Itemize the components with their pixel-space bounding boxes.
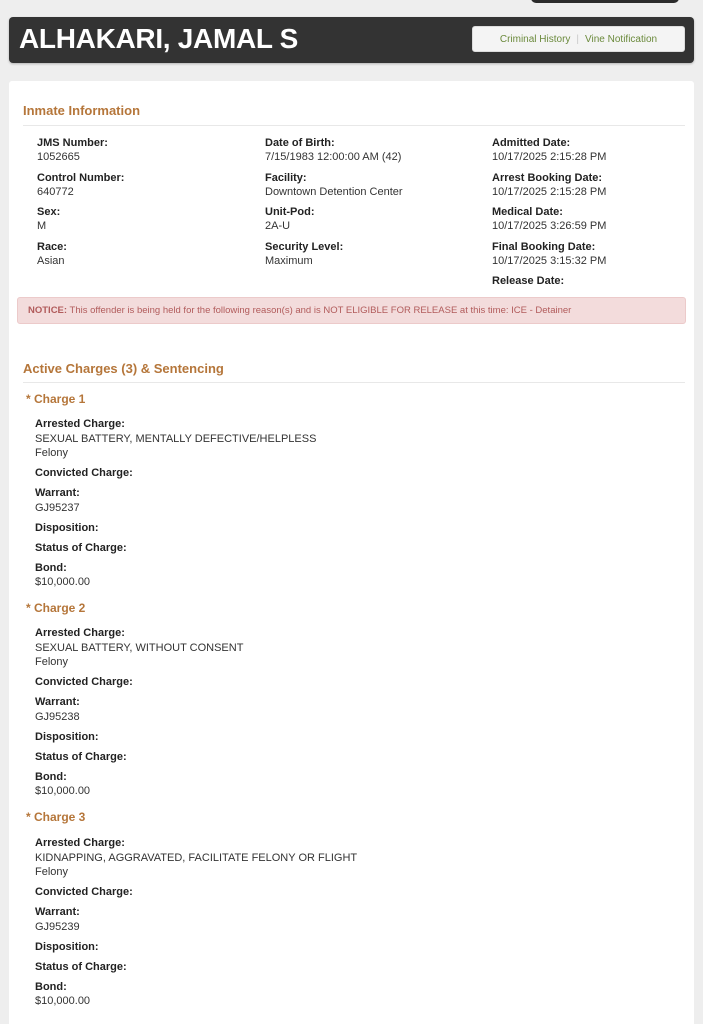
field-value: Downtown Detention Center xyxy=(265,185,403,198)
field-value: $10,000.00 xyxy=(35,576,91,588)
field-value: 10/17/2025 2:15:28 PM xyxy=(492,185,607,198)
header-button-group xyxy=(472,26,685,52)
top-tab xyxy=(531,0,679,3)
field-value: Asian xyxy=(37,254,65,267)
charge-class: Felony xyxy=(35,866,69,878)
notice-label: NOTICE: xyxy=(28,305,68,316)
charge-title: * Charge 2 xyxy=(26,601,86,615)
charge-class: Felony xyxy=(35,447,69,459)
field-value: 10/17/2025 3:15:32 PM xyxy=(492,254,607,267)
field-value: 2A-U xyxy=(265,220,291,232)
control-number-field xyxy=(37,171,124,206)
notice-text: This offender is being held for the following reason(s) and is NOT ELIGIBLE FOR RELEASE at this time: ICE - Detainer xyxy=(69,305,572,316)
field-value: 7/15/1983 12:00:00 AM (42) xyxy=(265,151,402,163)
unit-pod-field xyxy=(265,205,403,240)
field-label: Release Date: xyxy=(492,275,565,287)
field-value: Maximum xyxy=(265,254,313,267)
bond-field xyxy=(35,980,357,1009)
charge-title: * Charge 3 xyxy=(26,810,86,824)
field-value: GJ95239 xyxy=(35,920,80,933)
field-value: SEXUAL BATTERY, WITHOUT CONSENT xyxy=(35,641,244,654)
arrested-charge-field xyxy=(35,626,243,670)
arrest-booking-date-field xyxy=(492,171,606,206)
vine-notification-link[interactable]: Vine Notification xyxy=(585,33,658,45)
field-value: 10/17/2025 3:26:59 PM xyxy=(492,220,607,232)
field-label: Race: xyxy=(37,240,67,253)
field-label: Control Number: xyxy=(37,171,125,184)
inmate-information-title: Inmate Information xyxy=(23,103,141,118)
field-label: Disposition: xyxy=(35,730,99,743)
criminal-history-link[interactable]: Criminal History xyxy=(499,33,571,45)
field-label: Convicted Charge: xyxy=(35,467,133,479)
release-notice xyxy=(17,297,686,324)
field-label: Arrested Charge: xyxy=(35,418,125,430)
info-column-1 xyxy=(37,136,124,274)
field-label: Facility: xyxy=(265,171,307,184)
field-value: $10,000.00 xyxy=(35,785,91,797)
field-label: Convicted Charge: xyxy=(35,886,133,898)
bond-field xyxy=(35,770,243,799)
field-value: $10,000.00 xyxy=(35,995,91,1007)
bond-field xyxy=(35,561,316,590)
field-label: Disposition: xyxy=(35,521,99,534)
field-label: Date of Birth: xyxy=(265,137,335,149)
convicted-charge-field xyxy=(35,466,316,481)
field-value: M xyxy=(37,220,47,232)
field-label: Warrant: xyxy=(35,906,80,918)
medical-date-field xyxy=(492,205,606,240)
field-label: Status of Charge: xyxy=(35,541,127,554)
status-of-charge-field xyxy=(35,750,243,765)
field-label: Warrant: xyxy=(35,696,80,708)
field-label: Admitted Date: xyxy=(492,137,571,149)
warrant-field xyxy=(35,695,243,724)
field-label: Status of Charge: xyxy=(35,960,127,973)
charge-title: * Charge 1 xyxy=(26,392,86,406)
field-value: KIDNAPPING, AGGRAVATED, FACILITATE FELONY OR FLIGHT xyxy=(35,851,358,864)
facility-field xyxy=(265,171,403,206)
convicted-charge-field xyxy=(35,885,357,900)
arrested-charge-field xyxy=(35,836,357,880)
charge-details xyxy=(35,417,316,595)
field-label: Bond: xyxy=(35,980,67,993)
field-label: Unit-Pod: xyxy=(265,206,315,218)
field-value: 1052665 xyxy=(37,151,80,163)
admitted-date-field xyxy=(492,136,606,171)
arrested-charge-field xyxy=(35,417,316,461)
charge-details xyxy=(35,836,357,1014)
field-value: GJ95238 xyxy=(35,710,80,723)
sex-field xyxy=(37,205,124,240)
race-field xyxy=(37,240,124,275)
warrant-field xyxy=(35,486,316,515)
inmate-header xyxy=(9,17,694,63)
field-label: Final Booking Date: xyxy=(492,240,596,253)
charge-details xyxy=(35,626,243,804)
field-label: Arrested Charge: xyxy=(35,837,125,849)
field-label: Sex: xyxy=(37,206,61,218)
field-label: Convicted Charge: xyxy=(35,676,133,688)
field-label: JMS Number: xyxy=(37,137,108,149)
field-value: GJ95237 xyxy=(35,501,80,514)
convicted-charge-field xyxy=(35,675,243,690)
security-level-field xyxy=(265,240,403,275)
field-label: Medical Date: xyxy=(492,206,563,218)
info-column-3 xyxy=(492,136,606,309)
field-label: Bond: xyxy=(35,770,67,783)
field-label: Security Level: xyxy=(265,240,344,253)
divider xyxy=(23,125,685,126)
inmate-panel xyxy=(9,81,694,1024)
disposition-field xyxy=(35,940,357,955)
field-label: Disposition: xyxy=(35,940,99,953)
inmate-name: ALHAKARI, JAMAL S xyxy=(19,23,299,54)
divider xyxy=(23,382,685,383)
field-value: 10/17/2025 2:15:28 PM xyxy=(492,151,607,163)
jms-number-field xyxy=(37,136,124,171)
warrant-field xyxy=(35,905,357,934)
final-booking-date-field xyxy=(492,240,606,275)
info-column-2 xyxy=(265,136,403,274)
field-value: SEXUAL BATTERY, MENTALLY DEFECTIVE/HELPLESS xyxy=(35,432,317,445)
link-separator: | xyxy=(576,33,580,45)
date-of-birth-field xyxy=(265,136,403,171)
disposition-field xyxy=(35,521,316,536)
disposition-field xyxy=(35,730,243,745)
field-label: Bond: xyxy=(35,561,67,574)
field-label: Status of Charge: xyxy=(35,750,127,763)
active-charges-title: Active Charges (3) & Sentencing xyxy=(23,361,224,376)
field-value: 640772 xyxy=(37,185,74,198)
field-label: Arrest Booking Date: xyxy=(492,171,603,184)
status-of-charge-field xyxy=(35,541,316,556)
field-label: Arrested Charge: xyxy=(35,627,125,639)
status-of-charge-field xyxy=(35,960,357,975)
field-label: Warrant: xyxy=(35,487,80,499)
charge-class: Felony xyxy=(35,656,69,668)
